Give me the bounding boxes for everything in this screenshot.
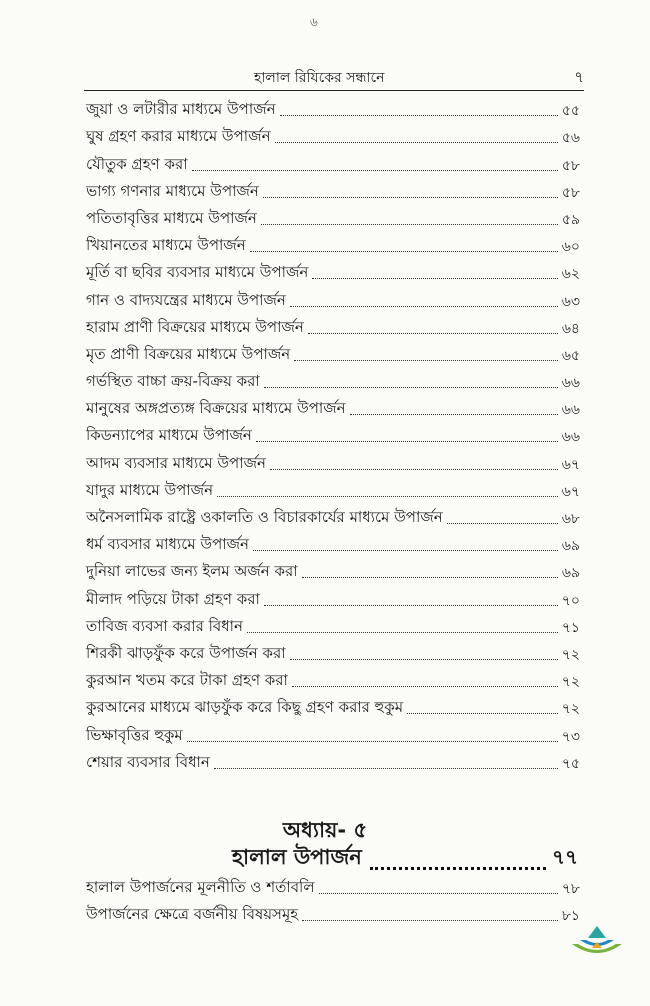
dot-leader	[217, 496, 558, 497]
toc-entry-page: ৫৯	[561, 211, 580, 228]
dot-leader	[308, 333, 558, 334]
toc-entry	[86, 449, 580, 476]
toc-entry	[86, 395, 580, 422]
toc-entry-title: কুরআনের মাধ্যমে ঝাড়ফুঁক করে কিছু গ্রহণ করার হুকুম	[86, 698, 404, 717]
publisher-logo-icon	[566, 922, 628, 966]
toc-entry-page: ৫৫	[561, 103, 580, 120]
toc-entry-title: মানুষের অঙ্গপ্রত্যঙ্গ বিক্রয়ের মাধ্যমে উপার্জন	[86, 399, 346, 418]
toc-entry-title: গান ও বাদ্যযন্ত্রের মাধ্যমে উপার্জন	[86, 290, 286, 309]
toc-entry	[86, 368, 580, 395]
toc-entry-title: দুনিয়া লাভের জন্য ইলম অর্জন করা	[86, 562, 298, 581]
toc-entry-page: ৭৫	[561, 755, 580, 772]
toc-entry	[86, 901, 580, 928]
top-mark: ৬	[310, 15, 318, 29]
dot-leader	[302, 577, 558, 578]
dot-leader	[263, 197, 558, 198]
toc-entry-page: ৬৯	[561, 565, 580, 582]
toc-entry-page: ৭২	[561, 674, 580, 691]
dot-leader	[294, 360, 558, 361]
chapter-title: হালাল উপার্জন	[232, 845, 362, 869]
toc-entry-page: ৭২	[561, 701, 580, 718]
toc-entry	[86, 96, 580, 123]
toc-entry-title: ধর্ম ব্যবসার মাধ্যমে উপার্জন	[86, 535, 249, 554]
chapter-label: অধ্যায়- ৫	[282, 818, 368, 842]
toc-entry	[86, 422, 580, 449]
page-header	[84, 64, 584, 91]
toc-entry-title: আদম ব্যবসার মাধ্যমে উপার্জন	[86, 453, 266, 472]
toc-entry	[86, 178, 580, 205]
toc-entry	[86, 694, 580, 721]
dot-leader	[319, 893, 558, 894]
toc-entry-page: ৬৯	[561, 538, 580, 555]
toc-entry-page: ৬৬	[561, 375, 580, 392]
toc-entry-page: ৭৩	[561, 728, 580, 745]
dot-leader	[290, 659, 558, 660]
toc-entry	[86, 123, 580, 150]
toc-entry-title: কুরআন খতম করে টাকা গ্রহণ করা	[86, 671, 288, 690]
dot-leader	[192, 170, 558, 171]
chapter-page: ৭৭	[551, 845, 578, 869]
toc-entry	[86, 205, 580, 232]
toc-entry	[86, 531, 580, 558]
toc-list	[86, 96, 580, 776]
toc-entry	[86, 721, 580, 748]
dot-leader	[261, 224, 558, 225]
dot-leader	[275, 142, 558, 143]
dot-leader	[247, 632, 558, 633]
toc-entry-page: ৬৬	[561, 429, 580, 446]
toc-entry	[86, 259, 580, 286]
toc-entry-page: ৫৬	[561, 130, 580, 147]
toc-entry-page: ৭১	[561, 619, 580, 636]
toc-entry-page: ৭৮	[561, 881, 580, 898]
toc-entry-title: মূর্তি বা ছবির ব্যবসার মাধ্যমে উপার্জন	[86, 263, 309, 282]
toc-entry-page: ৬৭	[561, 483, 580, 500]
dot-leader	[290, 306, 558, 307]
toc-entry-title: অনৈসলামিক রাষ্ট্রে ওকালতি ও বিচারকার্যের মাধ্যমে উপার্জন	[86, 508, 443, 526]
toc-entry-title: শিরকী ঝাড়ফুঁক করে উপার্জন করা	[86, 643, 286, 662]
toc-entry-title: গর্ভস্থিত বাচ্চা ক্রয়-বিক্রয় করা	[86, 372, 260, 391]
running-title: হালাল রিযিকের সন্ধানে	[254, 70, 385, 86]
toc-entry	[86, 749, 580, 776]
toc-entry-title: কিডন্যাপের মাধ্যমে উপার্জন	[86, 426, 252, 445]
toc-entry-page: ৬৪	[561, 320, 580, 337]
toc-entry-page: ৭২	[561, 646, 580, 663]
toc-entry	[86, 232, 580, 259]
toc-entry-page: ৬২	[561, 266, 580, 283]
dot-leader	[264, 387, 558, 388]
toc-entry-page: ৫৮	[561, 157, 580, 174]
dot-leader	[280, 115, 558, 116]
toc-entry	[86, 286, 580, 313]
toc-entry	[86, 150, 580, 177]
toc-entry-title: মীলাদ পড়িয়ে টাকা গ্রহণ করা	[86, 589, 260, 608]
toc-entry-page: ৮১	[561, 908, 580, 925]
toc-entry-title: যৌতুক গ্রহণ করা	[86, 154, 188, 173]
toc-entry-title: শেয়ার ব্যবসার বিধান	[86, 752, 210, 771]
toc-entry-title: খিয়ানতের মাধ্যমে উপার্জন	[86, 236, 246, 255]
dot-leader	[350, 414, 558, 415]
toc-entry-title: ভাগ্য গণনার মাধ্যমে উপার্জন	[86, 181, 259, 200]
toc-entry-title: হালাল উপার্জনের মূলনীতি ও শর্তাবলি	[86, 878, 315, 897]
dot-leader	[312, 278, 557, 279]
chapter-toc-list	[86, 874, 580, 928]
toc-entry	[86, 341, 580, 368]
dot-leader	[447, 523, 558, 524]
toc-entry-title: উপার্জনের ক্ষেত্রে বর্জনীয় বিষয়সমূহ	[86, 905, 299, 924]
dot-leader	[214, 768, 558, 769]
toc-entry	[86, 585, 580, 612]
toc-entry	[86, 504, 580, 531]
toc-entry-page: ৬৮	[561, 511, 580, 527]
toc-entry	[86, 477, 580, 504]
toc-entry	[86, 314, 580, 341]
toc-entry-title: ঘুষ গ্রহণ করার মাধ্যমে উপার্জন	[86, 127, 271, 146]
dot-leader	[302, 920, 558, 921]
dot-leader	[370, 867, 546, 870]
dot-leader	[253, 550, 558, 551]
toc-entry-page: ৬৭	[561, 456, 580, 473]
dot-leader	[270, 469, 558, 470]
toc-entry	[86, 874, 580, 901]
toc-entry	[86, 667, 580, 694]
dot-leader	[292, 686, 558, 687]
toc-entry-title: জুয়া ও লটারীর মাধ্যমে উপার্জন	[86, 100, 276, 119]
toc-entry	[86, 640, 580, 667]
page-number: ৭	[574, 68, 584, 86]
toc-entry-title: হারাম প্রাণী বিক্রয়ের মাধ্যমে উপার্জন	[86, 317, 304, 336]
toc-entry-page: ৬৫	[561, 347, 580, 364]
toc-entry-page: ৬৩	[561, 293, 580, 310]
toc-entry-page: ৬৬	[561, 402, 580, 419]
toc-entry-title: ভিক্ষাবৃত্তির হুকুম	[86, 725, 183, 744]
chapter-heading	[232, 846, 578, 876]
toc-entry-page: ৫৮	[561, 184, 580, 201]
toc-entry	[86, 613, 580, 640]
toc-entry-title: তাবিজ ব্যবসা করার বিধান	[86, 616, 243, 635]
toc-entry-title: পতিতাবৃত্তির মাধ্যমে উপার্জন	[86, 208, 257, 227]
dot-leader	[407, 713, 558, 714]
dot-leader	[187, 741, 558, 742]
toc-entry-title: যাদুর মাধ্যমে উপার্জন	[86, 480, 214, 499]
toc-entry-title: মৃত প্রাণী বিক্রয়ের মাধ্যমে উপার্জন	[86, 344, 291, 363]
dot-leader	[264, 605, 558, 606]
dot-leader	[256, 441, 558, 442]
toc-entry	[86, 558, 580, 585]
dot-leader	[250, 251, 558, 252]
toc-entry-page: ৭০	[561, 592, 580, 609]
toc-entry-page: ৬০	[561, 239, 580, 256]
